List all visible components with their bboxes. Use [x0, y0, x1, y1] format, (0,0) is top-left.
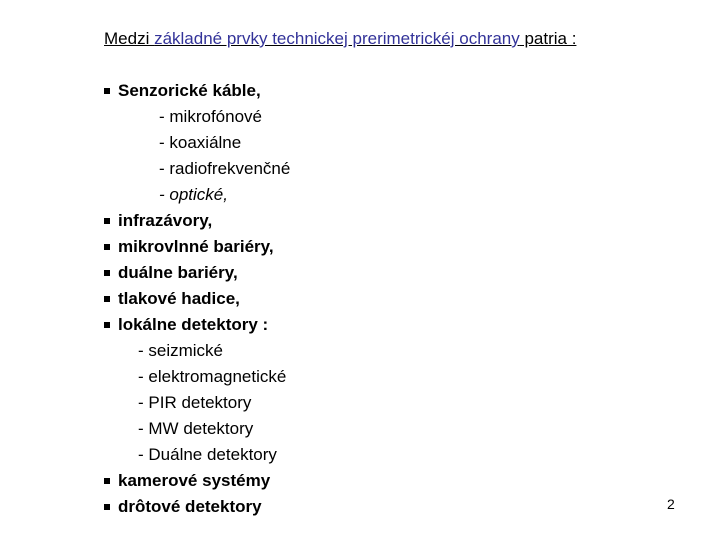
list-item-label: mikrovlnné bariéry, [118, 237, 274, 256]
sub-list-item-label: - mikrofónové [159, 107, 262, 126]
list-item-label: infrazávory, [118, 211, 213, 230]
bullet-square-icon [104, 88, 110, 94]
title-prefix: Medzi [104, 29, 155, 48]
slide-title [104, 28, 576, 50]
sub-list-item-label: - Duálne detektory [138, 445, 277, 464]
list-item-label: lokálne detektory : [118, 315, 269, 334]
title-suffix: patria : [519, 29, 577, 48]
list-item-label: duálne bariéry, [118, 263, 238, 282]
sub-list-item-label: - koaxiálne [159, 133, 242, 152]
list-item-label: drôtové detektory [118, 497, 262, 516]
sub-list-item-label: - seizmické [138, 341, 224, 360]
bullet-square-icon [104, 504, 110, 510]
sub-list-item-label: - MW detektory [138, 419, 254, 438]
list-item-label: tlakové hadice, [118, 289, 240, 308]
bullet-square-icon [104, 478, 110, 484]
sub-list-item-label: - optické, [159, 185, 228, 204]
sub-list-item-label: - elektromagnetické [138, 367, 287, 386]
bullet-square-icon [104, 322, 110, 328]
bullet-square-icon [104, 296, 110, 302]
bullet-square-icon [104, 218, 110, 224]
sub-list-item-label: - PIR detektory [138, 393, 252, 412]
title-highlight: základné prvky technickej prerimetrickéj ochrany [154, 29, 520, 48]
list-item-label: Senzorické káble, [118, 81, 261, 100]
sub-list-item-label: - radiofrekvenčné [159, 159, 291, 178]
bullet-square-icon [104, 244, 110, 250]
bullet-square-icon [104, 270, 110, 276]
page-number: 2 [667, 496, 675, 512]
list-item-label: kamerové systémy [118, 471, 271, 490]
